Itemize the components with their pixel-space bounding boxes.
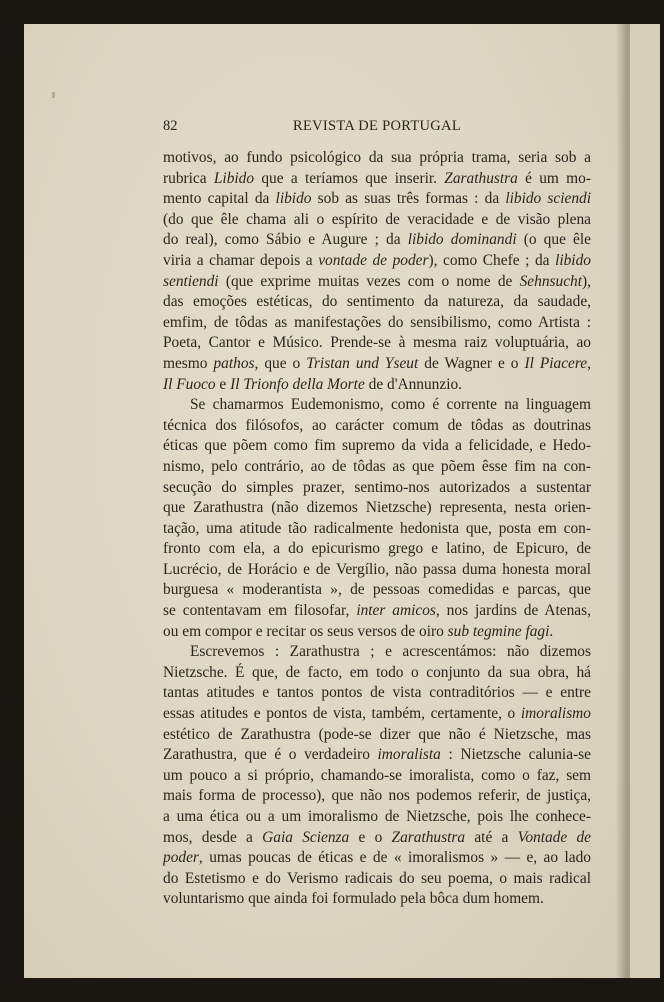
text-line: das emoções estéticas, do sentimento da natureza, da saudade, [163,293,591,311]
text-line: Nietzsche. É que, de facto, em todo o conjunto da sua obra, há [163,663,591,681]
page-number: 82 [163,118,178,134]
text-line: Zarathustra, que é o verdadeiro imoralista : Nietzsche calunia-se [163,746,591,764]
paper-speck [52,92,55,98]
text-line: viria a chamar depois a vontade de poder), como Chefe ; da libido [163,251,591,269]
text-line: sentiendi (que exprime muitas vezes com o nome de Sehnsucht), [163,272,591,290]
text-line: mais forma de processo), que não nos podemos referir, de justiça, [163,787,591,805]
text-line: Il Fuoco e Il Trionfo della Morte de d'Annunzio. [163,375,463,393]
text-line: mesmo pathos, que o Tristan und Yseut de Wagner e o Il Piacere, [163,354,591,372]
text-line: tantas atitudes e tantos pontos de vista contraditórios — e entre [163,684,591,702]
paragraph [163,642,591,910]
text-line: que Zarathustra (não dizemos Nietzsche) representa, nesta orien- [163,499,591,517]
running-title: REVISTA DE PORTUGAL [292,118,461,134]
text-line: burguesa « moderantista », de pessoas comedidas e parcas, que [163,581,591,599]
text-line: mento capital da libido sob as suas três formas : da libido sciendi [163,190,591,208]
text-line: fronto com ela, a do epicurismo grego e latino, de Epicuro, de [163,540,591,558]
text-line: mos, desde a Gaia Scienza e o Zarathustra até a Vontade de [163,828,591,846]
text-line: ou em compor e recitar os seus versos de oiro sub tegmine fagi. [163,622,554,640]
text-line: secução do simples prazer, sentimo-nos autorizados a sustentar [163,478,591,496]
text-line: do real), como Sábio e Augure ; da libido dominandi (o que êle [163,231,591,249]
text-line: éticas que põem como fim supremo da vida a felicidade, e Hedo- [163,437,591,455]
text-line: tação, uma atitude tão radicalmente hedonista que, posta em con- [163,519,591,537]
spine-shadow [616,24,628,978]
text-line: motivos, ao fundo psicológico da sua própria trama, seria sob a [163,149,591,166]
page-header [163,114,591,136]
text-line: essas atitudes e pontos de vista, também, certamente, o imoralismo [163,705,591,723]
paragraph [163,395,591,642]
text-line: Poeta, Cantor e Músico. Prende-se à mesma raiz voluptuária, ao [163,334,591,352]
text-line: Se chamarmos Eudemonismo, como é corrente na linguagem [190,396,591,414]
text-line: Escrevemos : Zarathustra ; e acrescentámos: não dizemos [190,643,591,661]
text-line: poder, umas poucas de éticas e de « imoralismos » — e, ao lado [163,849,591,867]
text-line: Lucrécio, de Horácio e de Vergílio, não passa duma honesta moral [163,560,591,578]
text-line: nismo, pelo contrário, ao de tôdas as que põem êsse fim na con- [163,457,591,475]
facing-page-edge [628,24,660,978]
text-line: rubrica Libido que a teríamos que inserir. Zarathustra é um mo- [163,169,591,187]
text-line: emfim, de tôdas as manifestações do sensibilismo, como Artista : [163,313,591,331]
text-line: estético de Zarathustra (pode-se dizer que não é Nietzsche, mas [163,725,591,743]
body-text [163,148,591,910]
text-line: a uma ética ou a um imoralismo de Nietzsche, pois lhe conhece- [163,808,591,825]
text-line: do Estetismo e do Verismo radicais do seu poema, o mais radical [163,869,591,887]
text-line: técnica dos filósofos, ao carácter comum de tôdas as doutrinas [163,416,591,434]
text-line: um pouco a si próprio, chamando-se imoralista, como o faz, sem [163,766,591,784]
text-line: se contentavam em filosofar, inter amicos, nos jardins de Atenas, [163,602,591,620]
text-line: (do que êle chama ali o espírito de veracidade e de visão plena [163,210,591,228]
text-line: voluntarismo que ainda foi formulado pela bôca dum homem. [163,890,544,908]
paragraph [163,148,591,395]
